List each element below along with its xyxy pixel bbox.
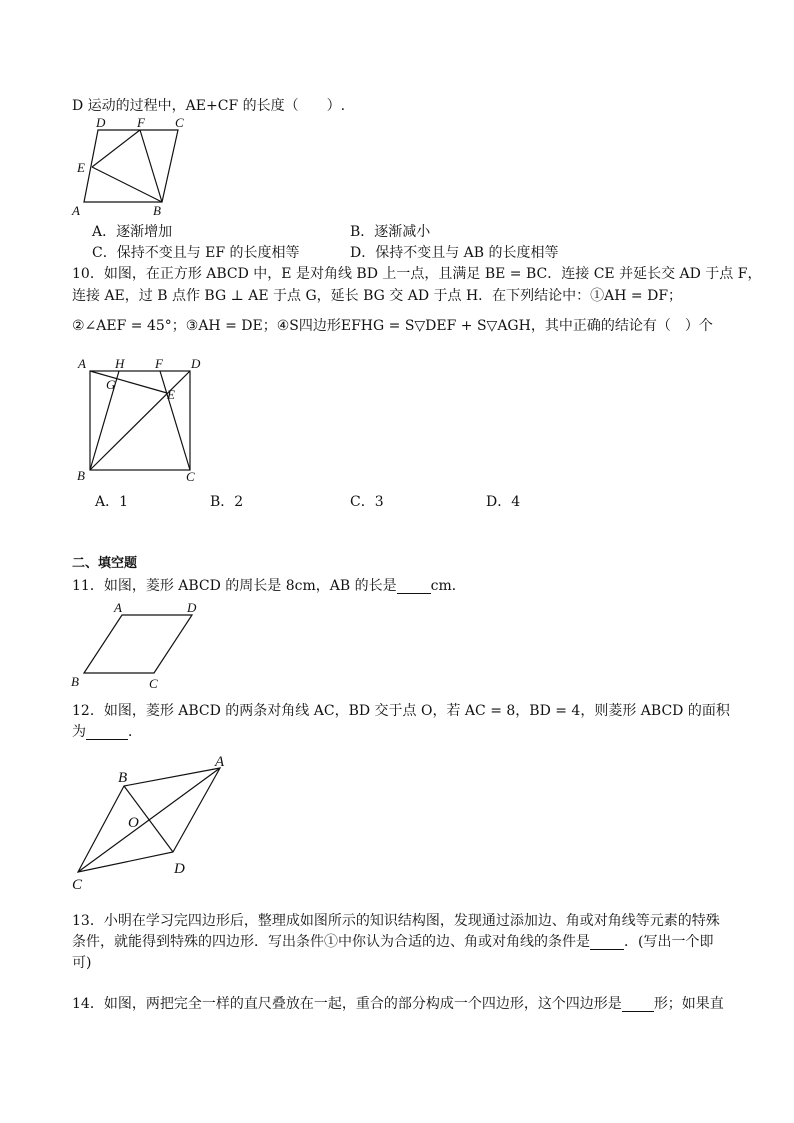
q9-option-b: B．逐渐减小 — [350, 224, 431, 240]
q13-line3: 可) — [72, 955, 92, 971]
q12-label-C: C — [72, 877, 83, 893]
q9-option-c: C．保持不变且与 EF 的长度相等 — [92, 245, 300, 261]
section-title-fill-blank: 二、填空题 — [72, 556, 138, 571]
q10-label-G: G — [106, 377, 116, 392]
q10-option-d: D．4 — [486, 494, 521, 510]
q9-label-E: E — [77, 160, 85, 175]
q12-line2-after: ． — [128, 724, 142, 740]
q10-option-b: B．2 — [210, 494, 244, 510]
q11-label-B: B — [71, 674, 79, 689]
q10-label-D: D — [191, 356, 201, 371]
q13-line1: 13．小明在学习完四边形后，整理成如图所示的知识结构图，发现通过添加边、角或对角线等元素的特殊 — [72, 913, 720, 929]
q11-label-D: D — [187, 600, 197, 615]
q10-line1: 10．如图，在正方形 ABCD 中，E 是对角线 BD 上一点，且满足 BE = BC．连接 CE 并延长交 AD 于点 F， — [72, 266, 762, 282]
q11-label-C: C — [149, 676, 158, 691]
q14-text-before: 14．如图，两把完全一样的直尺叠放在一起，重合的部分构成一个四边形，这个四边形是 — [72, 996, 622, 1012]
q10-line3: ②∠AEF = 45°；③AH = DE；④S四边形EFHG = S▽DEF + S▽AGH，其中正确的结论有（ ）个 — [72, 318, 713, 334]
q10-label-H: H — [115, 356, 125, 371]
q10-label-B: B — [77, 468, 85, 483]
q10-option-a: A．1 — [95, 494, 129, 510]
q11-text-after: cm． — [430, 578, 466, 594]
q12-label-O: O — [128, 815, 139, 831]
q9-label-A: A — [72, 203, 80, 218]
q9-label-B: B — [153, 203, 161, 218]
q9-label-D: D — [96, 115, 106, 130]
q11-text-before: 11．如图，菱形 ABCD 的周长是 8cm，AB 的长是 — [72, 578, 397, 594]
q10-option-c: C．3 — [350, 494, 384, 510]
q9-option-d: D．保持不变且与 AB 的长度相等 — [350, 245, 559, 261]
q9-option-a: A．逐渐增加 — [92, 224, 173, 240]
q13-line2-after: ．(写出一个即 — [624, 934, 714, 950]
q9-label-C: C — [175, 115, 184, 130]
q10-label-F: F — [155, 356, 163, 371]
q13-line2 — [72, 934, 713, 950]
q14-text — [72, 996, 724, 1012]
q13-line2-before: 条件，就能得到特殊的四边形．写出条件①中你认为合适的边、角或对角线的条件是 — [72, 934, 590, 950]
q14-answer-blank[interactable] — [622, 997, 654, 1012]
q10-label-A: A — [78, 356, 86, 371]
q12-label-B: B — [118, 770, 128, 786]
q12-line2-before: 为 — [72, 724, 86, 740]
q9-stem: D 运动的过程中，AE+CF 的长度（ ）. — [72, 98, 346, 114]
q10-line2: 连接 AE，过 B 点作 BG ⊥ AE 于点 G，延长 BG 交 AD 于点 H．在下列结论中：①AH = DF； — [72, 288, 683, 304]
q10-label-E: E — [167, 387, 175, 402]
q11-label-A: A — [114, 600, 122, 615]
q12-line1: 12．如图，菱形 ABCD 的两条对角线 AC，BD 交于点 O，若 AC = 8，BD = 4，则菱形 ABCD 的面积 — [72, 703, 730, 719]
q13-answer-blank[interactable] — [590, 935, 624, 950]
q12-label-A: A — [215, 754, 225, 770]
q14-text-after: 形；如果直 — [653, 996, 724, 1012]
q9-label-F: F — [137, 115, 145, 130]
q10-label-C: C — [186, 469, 195, 484]
q12-label-D: D — [174, 861, 185, 877]
